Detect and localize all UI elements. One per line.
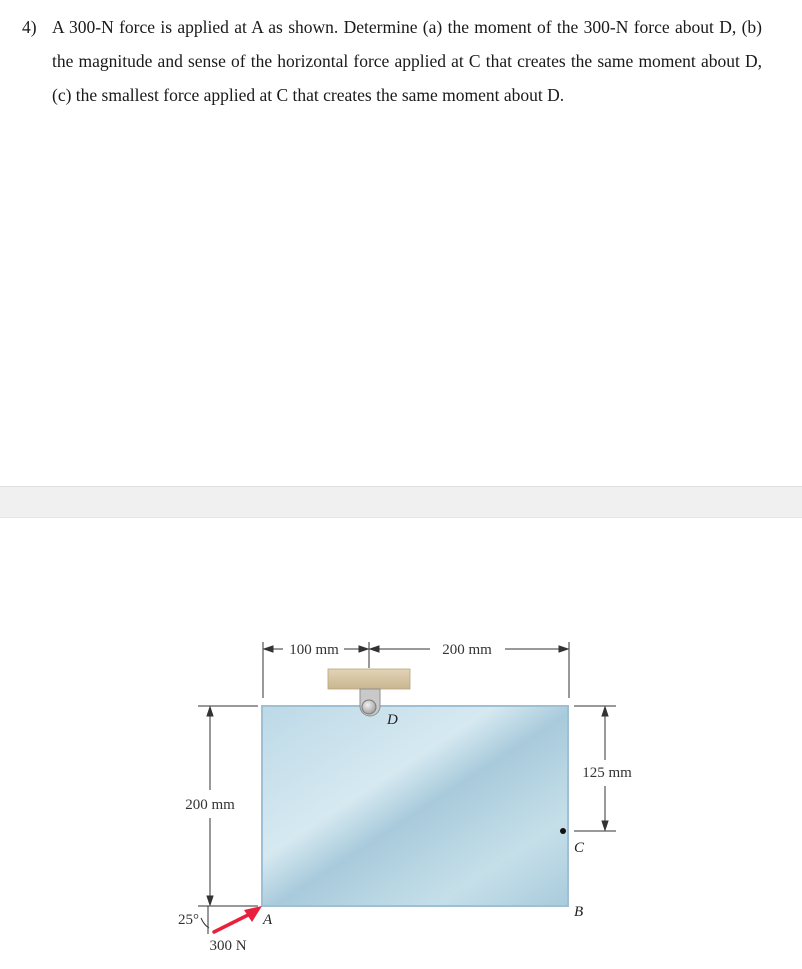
label-a: A: [263, 912, 273, 928]
force-magnitude-label: 300 N: [209, 938, 247, 954]
dimension-label-100mm: 100 mm: [289, 642, 339, 658]
dimension-label-125mm: 125 mm: [582, 765, 632, 781]
label-d: D: [387, 712, 398, 728]
dimension-label-200mm-left: 200 mm: [185, 797, 235, 813]
pin-d-icon: [362, 700, 376, 714]
rectangular-plate: [262, 706, 568, 906]
force-arrow-icon: [214, 906, 262, 932]
problem-text: A 300-N force is applied at A as shown. Determine (a) the moment of the 300-N force about D, (b) the magnitude and sense of the horizontal force applied at C that creates the same moment about D, (c) the smallest force applied at C that creates the same moment about D.: [52, 17, 762, 105]
problem-number: 4): [22, 17, 37, 37]
label-c: C: [574, 840, 585, 856]
point-c-marker: [560, 828, 566, 834]
support-bracket: [328, 669, 410, 689]
dimension-label-200mm-top: 200 mm: [442, 642, 492, 658]
angle-label: 25°: [178, 912, 199, 928]
label-b: B: [574, 904, 584, 920]
